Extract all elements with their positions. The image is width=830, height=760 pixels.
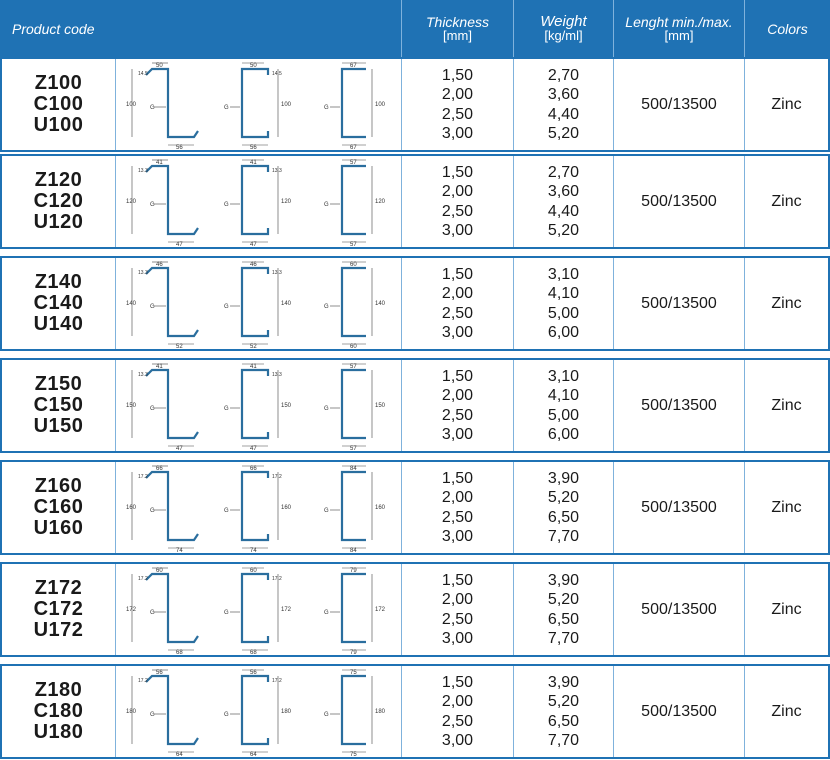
header-thickness-label: Thickness — [425, 14, 490, 30]
bottom-width-dim-label: 57 — [350, 445, 357, 450]
weight-value: 3,10 — [547, 265, 580, 283]
header-weight-unit: [kg/ml] — [544, 28, 583, 43]
product-code: Z150 — [34, 373, 83, 395]
color-cell — [744, 258, 828, 349]
top-width-dim-label: 50 — [156, 62, 163, 69]
product-codes — [2, 258, 115, 349]
weight-value: 4,10 — [547, 285, 580, 302]
z-profile-drawing — [124, 362, 204, 450]
centroid-label: G — [150, 201, 155, 208]
color-cell — [744, 59, 828, 150]
lip-dim-label: 13.3 — [138, 371, 148, 378]
bottom-width-dim-label: 67 — [350, 144, 357, 149]
c-profile-drawing — [220, 260, 300, 348]
bottom-width-dim-label: 60 — [350, 343, 357, 348]
product-code: U100 — [33, 114, 84, 136]
product-row — [0, 154, 830, 249]
product-codes — [2, 564, 115, 655]
top-width-dim-label: 41 — [250, 159, 257, 166]
lip-dim-label: 17.2 — [272, 575, 282, 582]
height-dim-label: 160 — [375, 504, 386, 511]
header-length — [613, 0, 744, 57]
bottom-width-dim-label: 64 — [176, 751, 183, 756]
weight-cell — [513, 360, 613, 451]
bottom-width-dim-label: 47 — [250, 445, 257, 450]
length-cell — [613, 156, 744, 247]
weight-value: 3,10 — [547, 367, 580, 385]
weight-cell — [513, 462, 613, 553]
thickness-value: 2,50 — [441, 406, 474, 424]
thickness-value: 1,50 — [441, 66, 474, 84]
thickness-value: 3,00 — [441, 732, 474, 749]
c-profile-drawing — [220, 464, 300, 552]
length-value: 500/13500 — [641, 396, 717, 414]
color-value: Zinc — [771, 95, 802, 113]
thickness-value: 2,50 — [441, 202, 474, 220]
thickness-value: 1,50 — [441, 469, 474, 487]
thickness-value: 2,00 — [441, 285, 474, 302]
bottom-width-dim-label: 47 — [250, 241, 257, 246]
centroid-label: G — [224, 711, 229, 718]
height-dim-label: 120 — [375, 198, 386, 205]
thickness-cell — [401, 564, 513, 655]
thickness-value: 2,00 — [441, 86, 474, 103]
product-codes — [2, 156, 115, 247]
product-code: C100 — [33, 93, 84, 115]
height-dim-label: 100 — [126, 101, 137, 108]
thickness-value: 2,50 — [441, 105, 474, 123]
color-value: Zinc — [771, 600, 802, 618]
bottom-width-dim-label: 84 — [350, 547, 357, 552]
profile-drawings — [115, 156, 404, 247]
weight-cell — [513, 156, 613, 247]
height-dim-label: 150 — [126, 402, 137, 409]
weight-value: 5,20 — [547, 591, 580, 608]
lip-dim-label: 14.5 — [138, 70, 148, 77]
product-code: C150 — [33, 394, 84, 416]
weight-value: 6,50 — [547, 712, 580, 730]
product-row — [0, 664, 830, 759]
product-row — [0, 460, 830, 555]
length-cell — [613, 258, 744, 349]
weight-value: 4,40 — [547, 105, 580, 123]
centroid-label: G — [224, 507, 229, 514]
color-value: Zinc — [771, 498, 802, 516]
bottom-width-dim-label: 47 — [176, 241, 183, 246]
color-cell — [744, 360, 828, 451]
thickness-value: 2,00 — [441, 591, 474, 608]
product-row — [0, 57, 830, 152]
product-code: U172 — [33, 619, 84, 641]
thickness-value: 2,50 — [441, 508, 474, 526]
thickness-value: 2,00 — [441, 387, 474, 404]
centroid-label: G — [324, 507, 329, 514]
thickness-value: 1,50 — [441, 163, 474, 181]
weight-cell — [513, 564, 613, 655]
height-dim-label: 172 — [375, 606, 386, 613]
centroid-label: G — [324, 201, 329, 208]
length-cell — [613, 462, 744, 553]
top-width-dim-label: 60 — [350, 261, 357, 268]
product-code: Z120 — [34, 169, 83, 191]
length-cell — [613, 360, 744, 451]
header-product-code-label: Product code — [12, 20, 95, 37]
product-row — [0, 256, 830, 351]
bottom-width-dim-label: 52 — [176, 343, 183, 348]
weight-value: 3,60 — [547, 183, 580, 200]
u-profile-drawing — [316, 668, 396, 756]
thickness-value: 3,00 — [441, 222, 474, 239]
centroid-label: G — [150, 507, 155, 514]
product-code: Z100 — [34, 72, 83, 94]
weight-value: 5,20 — [547, 489, 580, 506]
weight-value: 2,70 — [547, 163, 580, 181]
product-code: C180 — [33, 700, 84, 722]
lip-dim-label: 13.3 — [272, 167, 282, 174]
c-profile-drawing — [220, 158, 300, 246]
u-profile-drawing — [316, 362, 396, 450]
c-profile-drawing — [220, 668, 300, 756]
weight-value: 3,90 — [547, 673, 580, 691]
z-profile-drawing — [124, 668, 204, 756]
centroid-label: G — [324, 609, 329, 616]
bottom-width-dim-label: 52 — [250, 343, 257, 348]
z-profile-drawing — [124, 464, 204, 552]
length-cell — [613, 564, 744, 655]
centroid-label: G — [224, 405, 229, 412]
profile-drawings — [115, 666, 404, 757]
u-profile-drawing — [316, 260, 396, 348]
centroid-label: G — [224, 303, 229, 310]
weight-value: 3,90 — [547, 571, 580, 589]
top-width-dim-label: 66 — [156, 465, 163, 472]
table-header — [0, 0, 830, 57]
top-width-dim-label: 75 — [350, 669, 357, 676]
weight-value: 3,90 — [547, 469, 580, 487]
lip-dim-label: 13.3 — [272, 371, 282, 378]
height-dim-label: 120 — [281, 198, 292, 205]
lip-dim-label: 14.5 — [272, 70, 282, 77]
c-profile-drawing — [220, 61, 300, 149]
header-colors — [744, 0, 830, 57]
color-value: Zinc — [771, 702, 802, 720]
thickness-cell — [401, 156, 513, 247]
length-value: 500/13500 — [641, 600, 717, 618]
thickness-value: 1,50 — [441, 571, 474, 589]
top-width-dim-label: 56 — [250, 669, 257, 676]
weight-value: 5,20 — [547, 693, 580, 710]
product-codes — [2, 360, 115, 451]
profile-drawings — [115, 258, 404, 349]
height-dim-label: 150 — [281, 402, 292, 409]
weight-value: 4,10 — [547, 387, 580, 404]
thickness-cell — [401, 666, 513, 757]
weight-value: 5,00 — [547, 304, 580, 322]
weight-cell — [513, 666, 613, 757]
centroid-label: G — [224, 609, 229, 616]
centroid-label: G — [150, 609, 155, 616]
color-value: Zinc — [771, 192, 802, 210]
u-profile-drawing — [316, 158, 396, 246]
centroid-label: G — [224, 201, 229, 208]
bottom-width-dim-label: 47 — [176, 445, 183, 450]
top-width-dim-label: 41 — [156, 159, 163, 166]
top-width-dim-label: 41 — [156, 363, 163, 370]
product-code: U180 — [33, 721, 84, 743]
color-cell — [744, 462, 828, 553]
c-profile-drawing — [220, 566, 300, 654]
z-profile-drawing — [124, 61, 204, 149]
product-code: C172 — [33, 598, 84, 620]
weight-value: 5,20 — [547, 125, 580, 142]
lip-dim-label: 17.2 — [138, 677, 148, 684]
product-row — [0, 358, 830, 453]
height-dim-label: 100 — [375, 101, 386, 108]
product-code: Z172 — [34, 577, 83, 599]
header-length-label: Lenght min./max. — [625, 14, 733, 30]
color-cell — [744, 564, 828, 655]
height-dim-label: 140 — [126, 300, 137, 307]
thickness-value: 1,50 — [441, 265, 474, 283]
thickness-value: 2,50 — [441, 304, 474, 322]
thickness-value: 3,00 — [441, 324, 474, 341]
height-dim-label: 150 — [375, 402, 386, 409]
height-dim-label: 100 — [281, 101, 292, 108]
centroid-label: G — [150, 104, 155, 111]
header-thickness-unit: [mm] — [443, 28, 472, 43]
top-width-dim-label: 41 — [250, 363, 257, 370]
top-width-dim-label: 84 — [350, 465, 357, 472]
top-width-dim-label: 60 — [250, 567, 257, 574]
lip-dim-label: 17.2 — [138, 473, 148, 480]
lip-dim-label: 17.2 — [272, 473, 282, 480]
length-value: 500/13500 — [641, 192, 717, 210]
length-cell — [613, 59, 744, 150]
lip-dim-label: 17.2 — [138, 575, 148, 582]
header-weight-label: Weight — [540, 13, 587, 30]
centroid-label: G — [150, 711, 155, 718]
u-profile-drawing — [316, 61, 396, 149]
bottom-width-dim-label: 68 — [250, 649, 257, 654]
thickness-cell — [401, 462, 513, 553]
bottom-width-dim-label: 64 — [250, 751, 257, 756]
thickness-cell — [401, 258, 513, 349]
bottom-width-dim-label: 57 — [350, 241, 357, 246]
thickness-value: 2,00 — [441, 489, 474, 506]
height-dim-label: 140 — [281, 300, 292, 307]
lip-dim-label: 17.2 — [272, 677, 282, 684]
thickness-value: 1,50 — [441, 673, 474, 691]
top-width-dim-label: 46 — [250, 261, 257, 268]
header-colors-label: Colors — [767, 20, 808, 37]
profile-drawings — [115, 462, 404, 553]
product-code: Z180 — [34, 679, 83, 701]
z-profile-drawing — [124, 260, 204, 348]
top-width-dim-label: 57 — [350, 363, 357, 370]
bottom-width-dim-label: 75 — [350, 751, 357, 756]
header-thickness — [401, 0, 513, 57]
weight-value: 2,70 — [547, 66, 580, 84]
bottom-width-dim-label: 56 — [176, 144, 183, 149]
product-code: U140 — [33, 313, 84, 335]
top-width-dim-label: 50 — [250, 62, 257, 69]
thickness-cell — [401, 360, 513, 451]
thickness-cell — [401, 59, 513, 150]
product-code: U150 — [33, 415, 84, 437]
weight-cell — [513, 258, 613, 349]
bottom-width-dim-label: 74 — [176, 547, 183, 552]
weight-value: 7,70 — [547, 630, 580, 647]
thickness-value: 2,00 — [441, 183, 474, 200]
thickness-value: 3,00 — [441, 630, 474, 647]
product-codes — [2, 462, 115, 553]
profile-drawings — [115, 360, 404, 451]
product-codes — [2, 59, 115, 150]
height-dim-label: 172 — [126, 606, 137, 613]
header-product-code — [0, 0, 113, 57]
height-dim-label: 180 — [281, 708, 292, 715]
u-profile-drawing — [316, 566, 396, 654]
top-width-dim-label: 60 — [156, 567, 163, 574]
color-cell — [744, 156, 828, 247]
length-value: 500/13500 — [641, 498, 717, 516]
product-code: U120 — [33, 211, 84, 233]
thickness-value: 2,00 — [441, 693, 474, 710]
weight-value: 3,60 — [547, 86, 580, 103]
length-value: 500/13500 — [641, 294, 717, 312]
weight-value: 7,70 — [547, 732, 580, 749]
product-code: C160 — [33, 496, 84, 518]
bottom-width-dim-label: 68 — [176, 649, 183, 654]
length-value: 500/13500 — [641, 95, 717, 113]
product-codes — [2, 666, 115, 757]
centroid-label: G — [150, 405, 155, 412]
header-length-unit: [mm] — [664, 28, 694, 43]
lip-dim-label: 13.3 — [138, 167, 148, 174]
z-profile-drawing — [124, 566, 204, 654]
product-row — [0, 562, 830, 657]
weight-value: 7,70 — [547, 528, 580, 545]
centroid-label: G — [324, 405, 329, 412]
centroid-label: G — [324, 104, 329, 111]
lip-dim-label: 13.3 — [272, 269, 282, 276]
length-value: 500/13500 — [641, 702, 717, 720]
c-profile-drawing — [220, 362, 300, 450]
product-code: U160 — [33, 517, 84, 539]
top-width-dim-label: 46 — [156, 261, 163, 268]
color-cell — [744, 666, 828, 757]
height-dim-label: 160 — [281, 504, 292, 511]
thickness-value: 2,50 — [441, 712, 474, 730]
profile-drawings — [115, 59, 404, 150]
thickness-value: 3,00 — [441, 528, 474, 545]
weight-cell — [513, 59, 613, 150]
thickness-value: 3,00 — [441, 125, 474, 142]
weight-value: 6,50 — [547, 610, 580, 628]
height-dim-label: 172 — [281, 606, 292, 613]
centroid-label: G — [224, 104, 229, 111]
weight-value: 6,00 — [547, 324, 580, 341]
top-width-dim-label: 56 — [156, 669, 163, 676]
weight-value: 4,40 — [547, 202, 580, 220]
centroid-label: G — [324, 711, 329, 718]
height-dim-label: 120 — [126, 198, 137, 205]
thickness-value: 2,50 — [441, 610, 474, 628]
height-dim-label: 160 — [126, 504, 137, 511]
color-value: Zinc — [771, 294, 802, 312]
z-profile-drawing — [124, 158, 204, 246]
profile-drawings — [115, 564, 404, 655]
height-dim-label: 180 — [126, 708, 137, 715]
weight-value: 6,00 — [547, 426, 580, 443]
centroid-label: G — [324, 303, 329, 310]
top-width-dim-label: 67 — [350, 62, 357, 69]
bottom-width-dim-label: 56 — [250, 144, 257, 149]
weight-value: 5,20 — [547, 222, 580, 239]
bottom-width-dim-label: 79 — [350, 649, 357, 654]
thickness-value: 3,00 — [441, 426, 474, 443]
bottom-width-dim-label: 74 — [250, 547, 257, 552]
product-code: Z140 — [34, 271, 83, 293]
height-dim-label: 140 — [375, 300, 386, 307]
centroid-label: G — [150, 303, 155, 310]
product-code: Z160 — [34, 475, 83, 497]
height-dim-label: 180 — [375, 708, 386, 715]
top-width-dim-label: 79 — [350, 567, 357, 574]
header-weight — [513, 0, 613, 57]
product-code: C140 — [33, 292, 84, 314]
product-code: C120 — [33, 190, 84, 212]
top-width-dim-label: 57 — [350, 159, 357, 166]
lip-dim-label: 13.3 — [138, 269, 148, 276]
length-cell — [613, 666, 744, 757]
u-profile-drawing — [316, 464, 396, 552]
thickness-value: 1,50 — [441, 367, 474, 385]
weight-value: 5,00 — [547, 406, 580, 424]
weight-value: 6,50 — [547, 508, 580, 526]
color-value: Zinc — [771, 396, 802, 414]
top-width-dim-label: 66 — [250, 465, 257, 472]
